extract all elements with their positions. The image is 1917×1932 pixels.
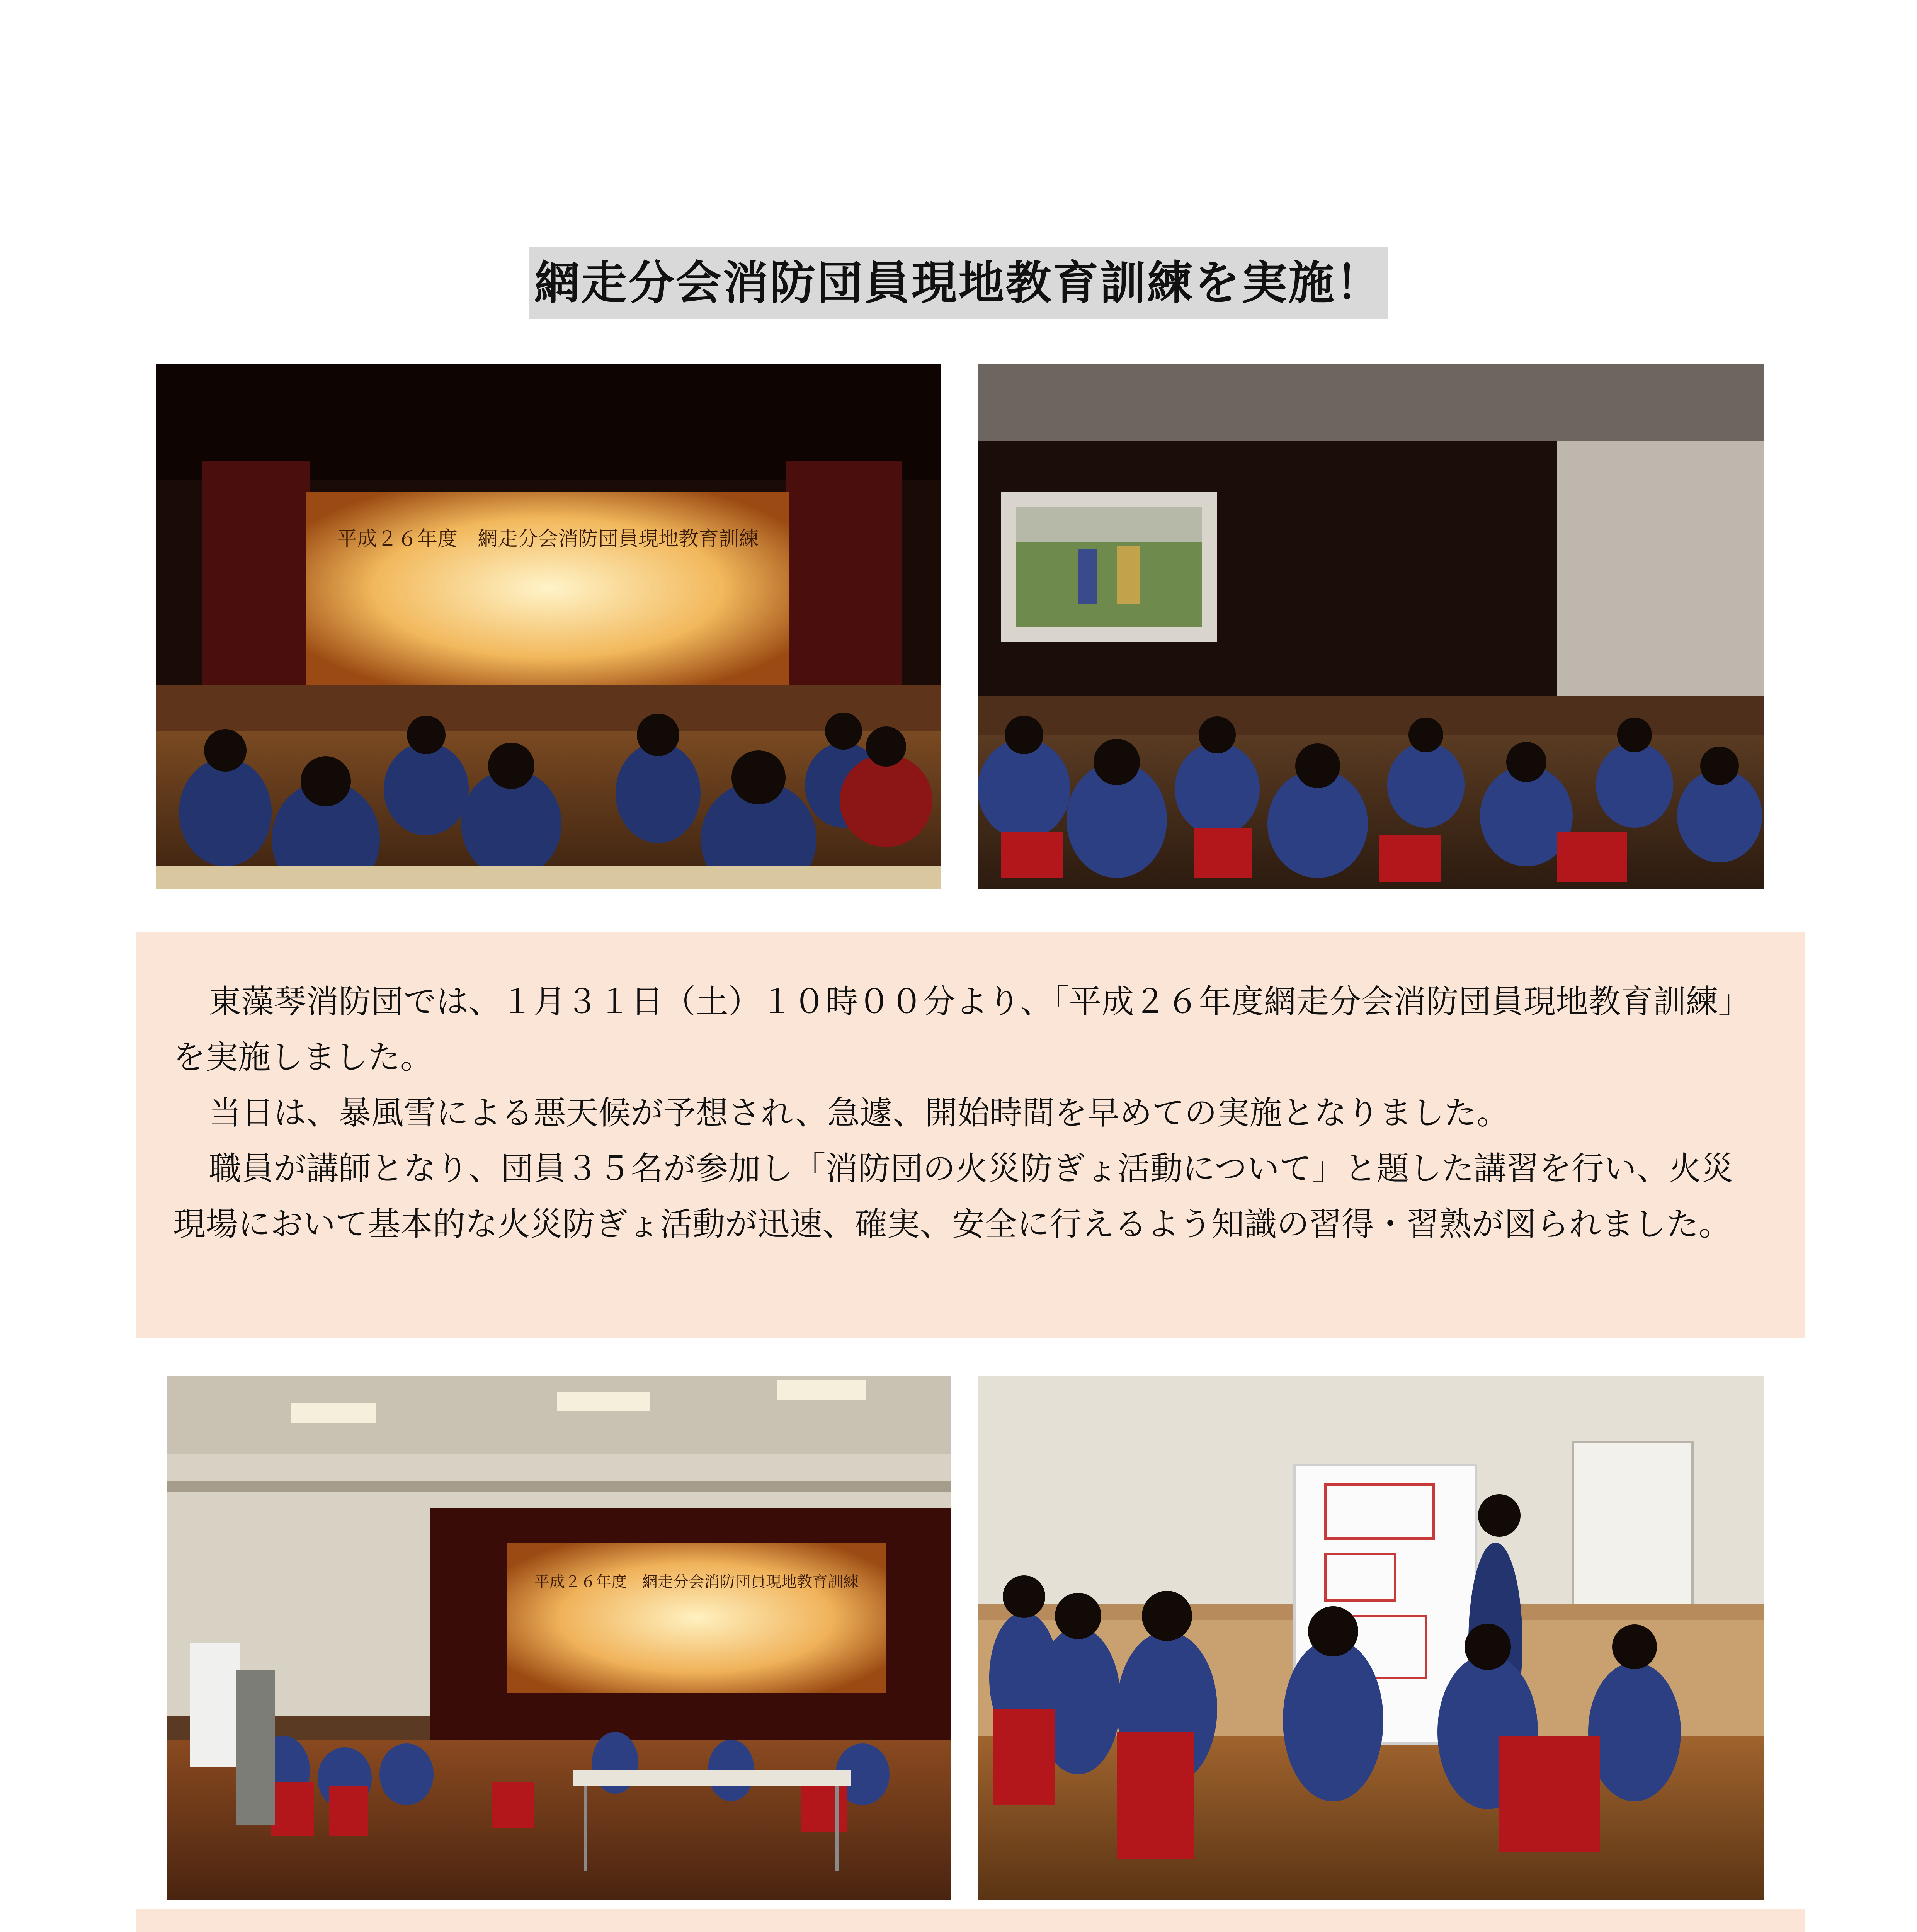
section-2-textbox (136, 1909, 1805, 1932)
photo-group-discussion-hall (167, 1376, 951, 1900)
title-wrapper (0, 247, 1917, 319)
section-1-textbox (136, 932, 1805, 1338)
photo-group-discussion-hall-image (167, 1376, 951, 1900)
section-1-paragraph: 東藻琴消防団では、１月３１日（土）１０時００分より、「平成２６年度網走分会消防団員現地教育訓練」を実施しました。 (173, 983, 1735, 1076)
photo-whiteboard-presentation-image (978, 1376, 1764, 1900)
photo-hall-stage-image (156, 364, 941, 889)
photo-hall-stage-banner: 平成２６年度 網走分会消防団員現地教育訓練 (337, 527, 759, 551)
photo-hall-stage (156, 364, 941, 889)
photo-lecture-screen-image (978, 364, 1764, 889)
section-1-paragraph: 当日は、暴風雪による悪天候が予想され、急遽、開始時間を早めての実施となりました。 (209, 1094, 1509, 1132)
page-title: 網走分会消防団員現地教育訓練を実施！ (529, 247, 1387, 319)
photo-group-discussion-hall-banner: 平成２６年度 網走分会消防団員現地教育訓練 (534, 1573, 859, 1591)
photo-lecture-screen (978, 364, 1764, 889)
photo-whiteboard-presentation (978, 1376, 1764, 1900)
section-1-paragraph: 職員が講師となり、団員３５名が参加し「消防団の火災防ぎょ活動について」と題した講習を行い、火災現場において基本的な火災防ぎょ活動が迅速、確実、安全に行えるよう知識の習得・習熟が図られました。 (173, 1150, 1734, 1243)
